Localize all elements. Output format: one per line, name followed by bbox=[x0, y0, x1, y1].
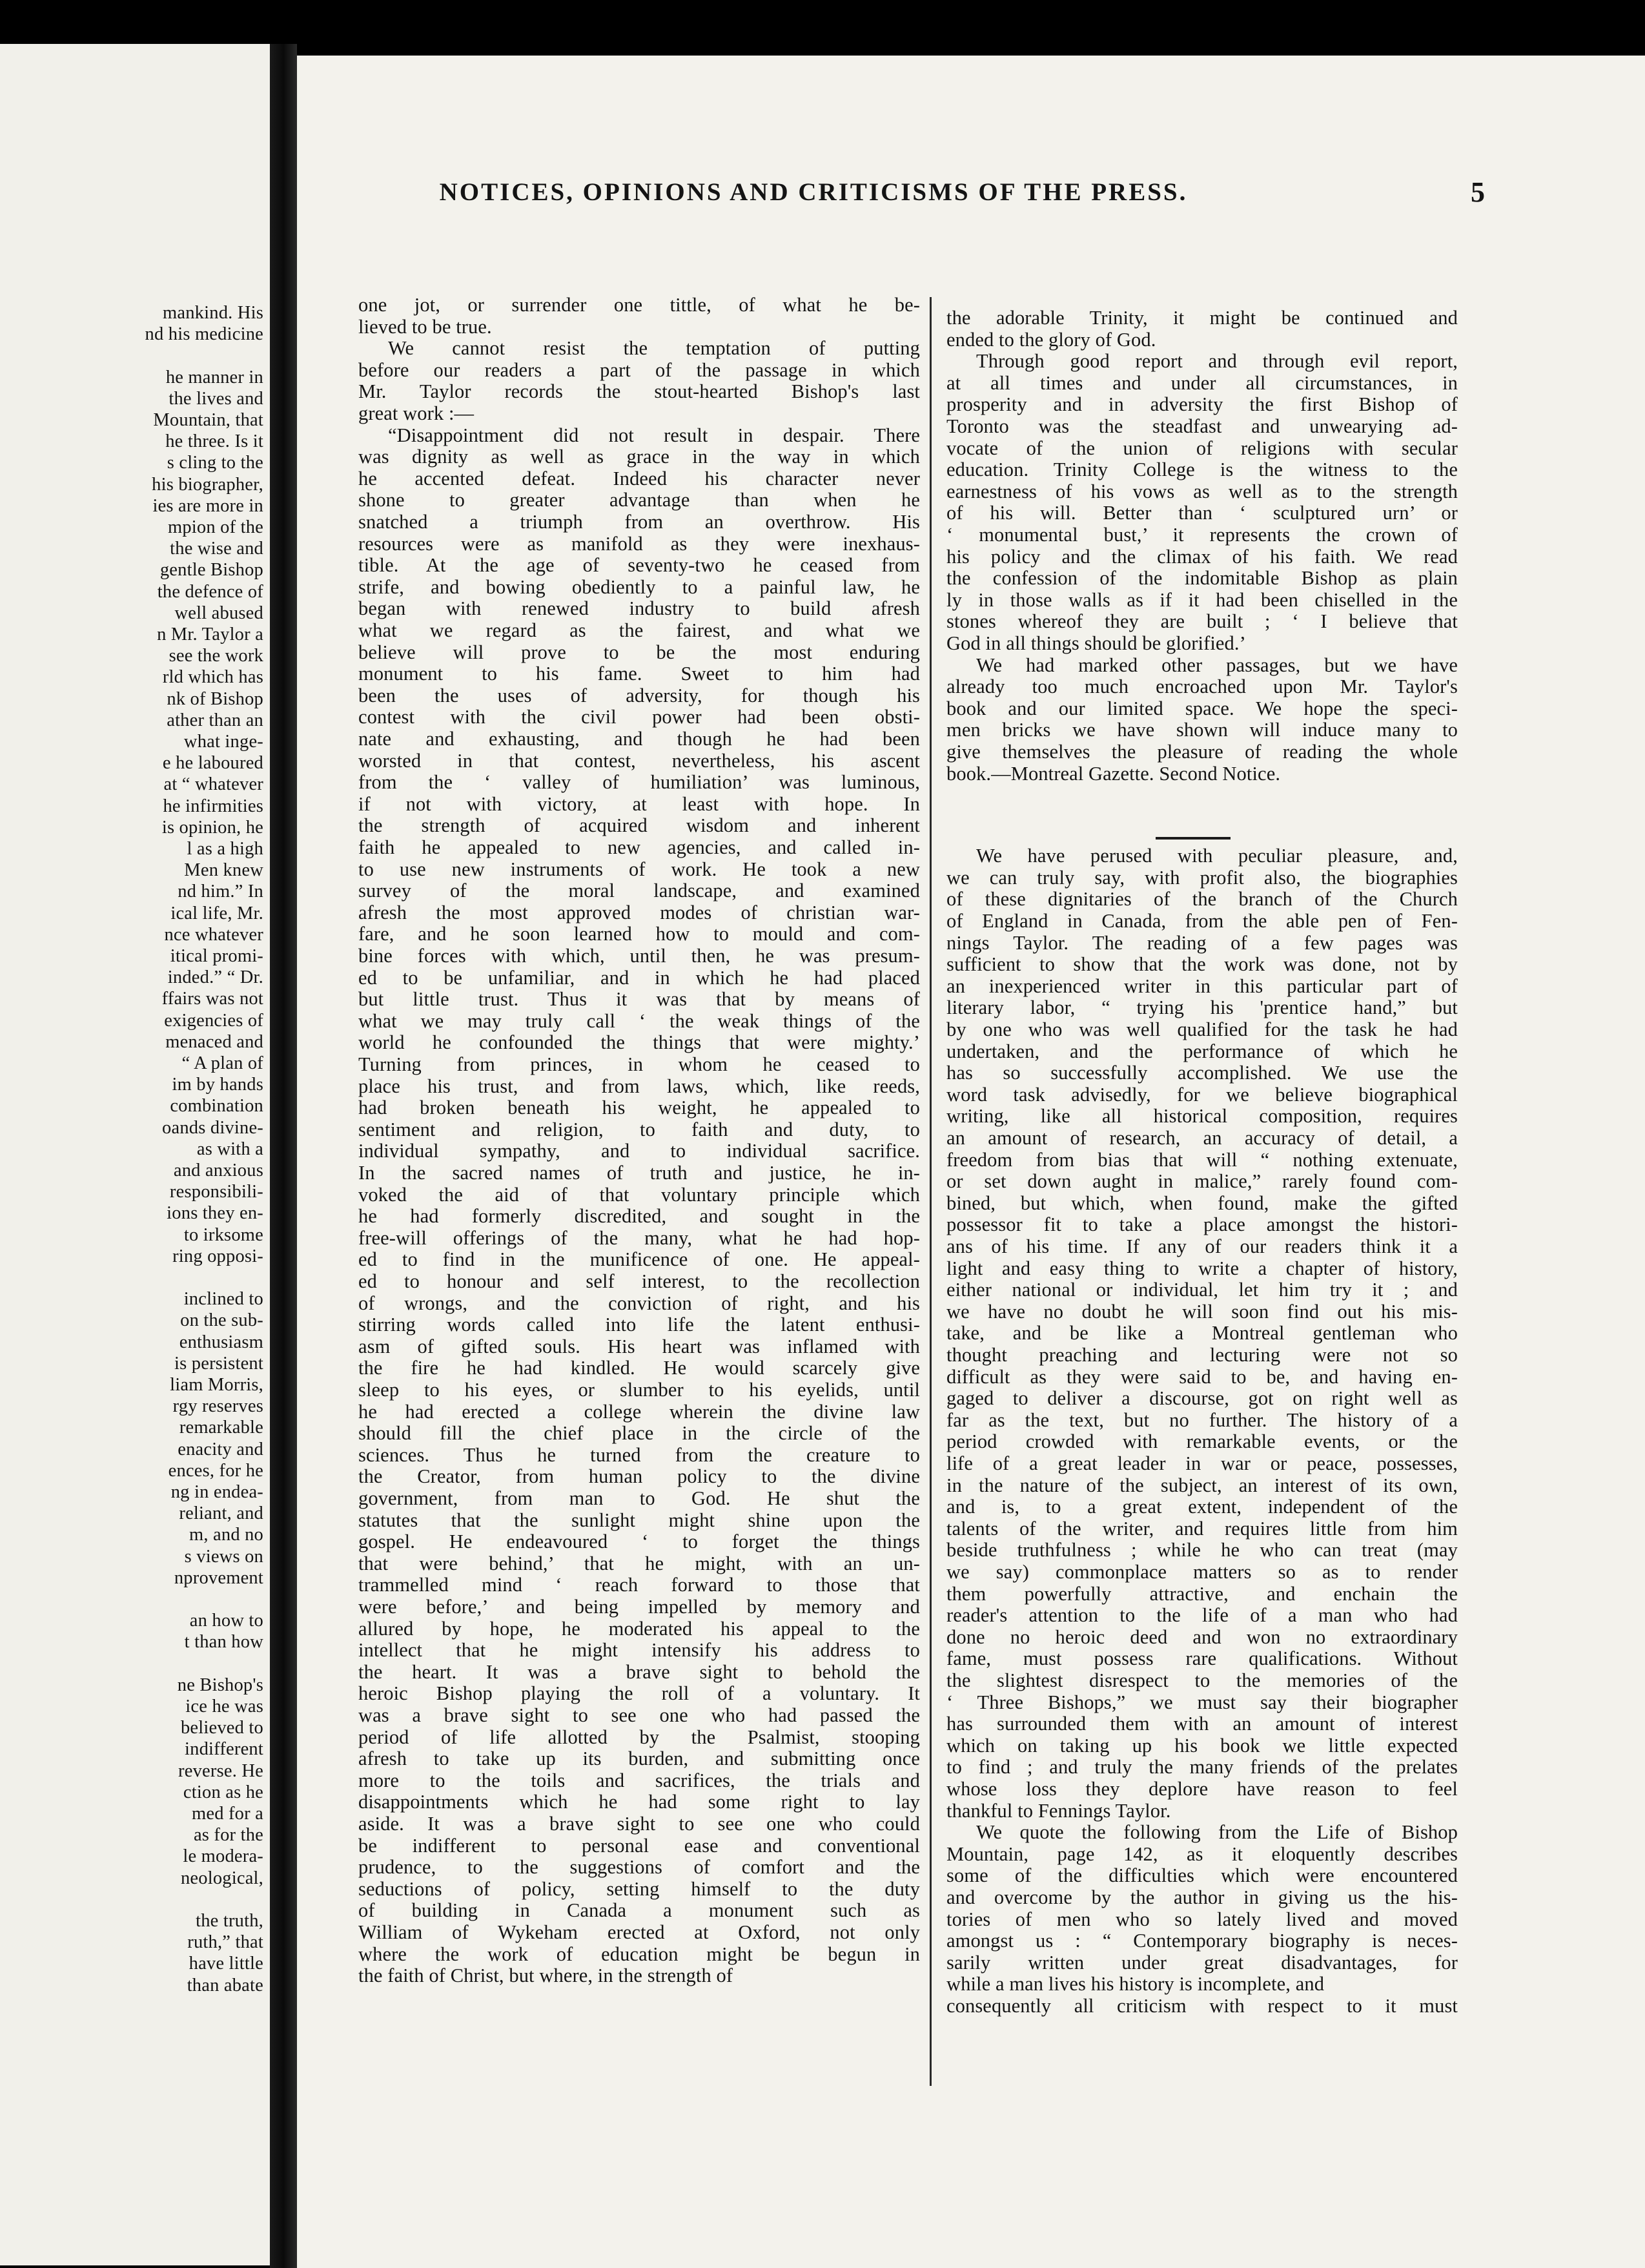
text-line: we have no doubt he will soon find out his mis- bbox=[946, 1300, 1458, 1323]
text-line: has surrounded them with an amount of interest bbox=[946, 1713, 1458, 1735]
text-line: was a brave sight to see one who had passed the bbox=[358, 1704, 920, 1726]
text-line: free-will offerings of the many, what he had hop- bbox=[358, 1226, 920, 1249]
text-line: fame, must possess rare qualifications. Without bbox=[946, 1647, 1458, 1670]
text-line: survey of the moral landscape, and examined bbox=[358, 880, 920, 902]
left-page-line: as for the bbox=[193, 1825, 263, 1846]
text-line: and is, to a great extent, independent of the bbox=[946, 1496, 1458, 1518]
text-line: strife, and bowing obediently to a painful law, he bbox=[358, 575, 920, 598]
left-page-line: gentle Bishop bbox=[159, 560, 263, 581]
text-line: while a man lives his history is incomplete, and bbox=[946, 1973, 1325, 1995]
text-line: of England in Canada, from the able pen of Fen- bbox=[946, 910, 1458, 932]
text-line: from the ‘ valley of humiliation’ was luminous, bbox=[358, 771, 920, 794]
text-line: We cannot resist the temptation of putting bbox=[388, 337, 920, 360]
text-line: stones whereof they are built ; ‘ I believe that bbox=[946, 610, 1458, 633]
text-line: what we regard as the fairest, and what we bbox=[358, 619, 920, 641]
left-page-line: ne Bishop's bbox=[177, 1675, 263, 1695]
text-line: and overcome by the author in giving us the his- bbox=[946, 1886, 1458, 1908]
text-line: Mountain, page 142, as it eloquently describes bbox=[946, 1842, 1458, 1865]
text-line: ‘ Three Bishops,” we must say their biographer bbox=[946, 1691, 1458, 1713]
text-line: we can truly say, with profit also, the biographies bbox=[946, 866, 1458, 889]
text-line: earnestness of his vows as well as to the strength bbox=[946, 480, 1458, 502]
left-page-line: l as a high bbox=[187, 839, 263, 859]
text-line: amongst us : “ Contemporary biography is neces- bbox=[946, 1930, 1458, 1952]
left-page-line: ring opposi- bbox=[172, 1246, 263, 1266]
left-page-line: ction as he bbox=[183, 1782, 263, 1802]
left-page-line: inded.” “ Dr. bbox=[167, 967, 263, 988]
text-line: prosperity and in adversity the first Bishop of bbox=[946, 393, 1458, 416]
text-line: more to the toils and sacrifices, the trials and bbox=[358, 1769, 920, 1791]
text-line: reader's attention to the life of a man who had bbox=[946, 1604, 1458, 1627]
text-line: stirring words called into life the latent enthusi- bbox=[358, 1314, 920, 1336]
text-line: fare, and he soon learned how to mould and com- bbox=[358, 923, 920, 945]
left-page-line: he three. Is it bbox=[165, 431, 263, 452]
text-line: has so successfully accomplished. We use the bbox=[946, 1062, 1458, 1084]
text-line: ed to find in the munificence of one. He appeal- bbox=[358, 1248, 920, 1271]
text-line: writing, like all historical composition, requires bbox=[946, 1105, 1458, 1128]
text-line: of his will. Better than ‘ sculptured urn’ or bbox=[946, 502, 1458, 524]
text-line: aside. It was a brave sight to see one who could bbox=[358, 1813, 920, 1835]
left-page-line: to irksome bbox=[183, 1224, 263, 1245]
left-page-line: as with a bbox=[196, 1139, 263, 1159]
text-line: began with renewed industry to build afresh bbox=[358, 597, 920, 620]
text-line: ed to be unfamiliar, and in which he had placed bbox=[358, 966, 920, 989]
left-page-line: nce whatever bbox=[164, 924, 263, 945]
left-page-line: believed to bbox=[180, 1718, 263, 1738]
text-line: bined, but which, when found, make the gifted bbox=[946, 1191, 1458, 1214]
text-line: he had erected a college wherein the divine law bbox=[358, 1400, 920, 1423]
left-page-line: im by hands bbox=[172, 1075, 263, 1095]
text-line: the Creator, from human policy to the divine bbox=[358, 1465, 920, 1488]
text-line: sarily written under great disadvantages, for bbox=[946, 1951, 1458, 1974]
text-line: beside truthfulness ; while he who can treat (may bbox=[946, 1539, 1458, 1562]
text-line: the confession of the indomitable Bishop as plain bbox=[946, 567, 1458, 590]
text-line: give themselves the pleasure of reading the whole bbox=[946, 741, 1458, 763]
text-line: In the sacred names of truth and justice, he in- bbox=[358, 1162, 920, 1184]
left-page-line: well abused bbox=[174, 603, 263, 623]
text-line: thankful to Fennings Taylor. bbox=[946, 1799, 1171, 1822]
text-line: Mr. Taylor records the stout-hearted Bishop's last bbox=[358, 380, 920, 403]
text-line: the adorable Trinity, it might be continued and bbox=[946, 307, 1458, 329]
text-line: snatched a triumph from an overthrow. His bbox=[358, 511, 920, 533]
text-line: prudence, to the suggestions of comfort and the bbox=[358, 1856, 920, 1879]
text-line: afresh to take up its burden, and submitting once bbox=[358, 1747, 920, 1770]
left-page-line: reverse. He bbox=[178, 1760, 263, 1781]
column-rule bbox=[930, 297, 932, 2086]
text-line: book.—Montreal Gazette. Second Notice. bbox=[946, 762, 1281, 785]
left-page-line: ies are more in bbox=[152, 495, 263, 516]
text-line: what we may truly call ‘ the weak things of the bbox=[358, 1009, 920, 1032]
text-line: possessor fit to take a place amongst the histori- bbox=[946, 1213, 1458, 1236]
text-line: nings Taylor. The reading of a few pages was bbox=[946, 931, 1458, 954]
left-page-line: he infirmities bbox=[163, 796, 263, 816]
page-number: 5 bbox=[1471, 176, 1485, 208]
left-page-line: ather than an bbox=[167, 710, 263, 730]
left-page-line: at “ whatever bbox=[163, 774, 263, 795]
text-line: but little trust. Thus it was that by means of bbox=[358, 988, 920, 1011]
text-line: his policy and the climax of his faith. We read bbox=[946, 545, 1458, 568]
text-line: bine forces with which, until then, he was presum- bbox=[358, 945, 920, 967]
text-line: before our readers a part of the passage in which bbox=[358, 358, 920, 381]
text-line: ly in those walls as if it had been chiselled in the bbox=[946, 588, 1458, 611]
left-page-line: ffairs was not bbox=[161, 989, 263, 1009]
left-page-line: ruth,” that bbox=[187, 1932, 263, 1953]
text-line: tible. At the age of seventy-two he ceased from bbox=[358, 554, 920, 577]
left-page-line: med for a bbox=[192, 1804, 263, 1824]
left-page-line: liam Morris, bbox=[170, 1375, 263, 1395]
text-line: monument to his fame. Sweet to him had bbox=[358, 663, 920, 685]
text-line: he accented defeat. Indeed his character never bbox=[358, 467, 920, 490]
left-page-line: ions they en- bbox=[167, 1203, 263, 1224]
left-page-line: mankind. His bbox=[163, 303, 263, 323]
text-line: been the uses of adversity, for though his bbox=[358, 684, 920, 706]
text-line: take, and be like a Montreal gentleman who bbox=[946, 1322, 1458, 1345]
text-line: word task advisedly, for we believe biographical bbox=[946, 1083, 1458, 1106]
text-line: statutes that the sunlight might shine upon the bbox=[358, 1509, 920, 1531]
text-line: literary labor, “ trying his 'prentice hand,” but bbox=[946, 996, 1458, 1019]
text-line: asm of gifted souls. His heart was inflamed with bbox=[358, 1335, 920, 1357]
left-page-line: mpion of the bbox=[167, 517, 263, 537]
left-page-line: exigencies of bbox=[164, 1010, 263, 1031]
text-line: at all times and under all circumstances, in bbox=[946, 371, 1458, 394]
text-line: Toronto was the steadfast and unwearying ad- bbox=[946, 415, 1458, 437]
left-page-line: remarkable bbox=[179, 1418, 263, 1438]
text-line: worsted in that contest, nevertheless, his ascent bbox=[358, 749, 920, 772]
left-page-line: enacity and bbox=[178, 1439, 263, 1459]
text-line: of wrongs, and the conviction of right, and his bbox=[358, 1292, 920, 1314]
text-line: world he confounded the things that were mighty.’ bbox=[358, 1031, 920, 1054]
left-page-line: neological, bbox=[180, 1868, 263, 1888]
left-page-line: the lives and bbox=[169, 388, 263, 409]
left-page-line: combination bbox=[170, 1096, 263, 1117]
left-page-line: on the sub- bbox=[180, 1310, 263, 1331]
text-line: one jot, or surrender one tittle, of what he be- bbox=[358, 294, 920, 316]
text-line: already too much encroached upon Mr. Taylor's bbox=[946, 675, 1458, 698]
text-line: ended to the glory of God. bbox=[946, 328, 1156, 351]
text-line: the strength of acquired wisdom and inherent bbox=[358, 814, 920, 837]
text-line: tories of men who so lately lived and moved bbox=[946, 1908, 1458, 1930]
left-page-line: is persistent bbox=[174, 1353, 263, 1374]
text-line: gospel. He endeavoured ‘ to forget the things bbox=[358, 1531, 920, 1553]
running-head bbox=[310, 173, 1485, 212]
text-line: far as the text, but no further. The history of a bbox=[946, 1408, 1458, 1431]
book-gutter bbox=[270, 44, 297, 2268]
text-line: vocate of the union of religions with secular bbox=[946, 437, 1458, 459]
left-page-line: inclined to bbox=[183, 1289, 263, 1310]
text-line: period of life allotted by the Psalmist, stooping bbox=[358, 1726, 920, 1748]
left-page-line: ng in endea- bbox=[170, 1482, 263, 1502]
text-line: should fill the chief place in the circle of the bbox=[358, 1422, 920, 1445]
text-line: had broken beneath his weight, he appealed to bbox=[358, 1097, 920, 1119]
left-page-line: s cling to the bbox=[167, 453, 263, 473]
left-page-line: ice he was bbox=[185, 1696, 263, 1716]
left-page-line: his biographer, bbox=[152, 474, 263, 495]
left-page-line: n Mr. Taylor a bbox=[157, 624, 263, 644]
text-line: individual sympathy, and to individual sacrifice. bbox=[358, 1140, 920, 1162]
text-line: thought preaching and lecturing were not so bbox=[946, 1344, 1458, 1366]
text-line: either national or individual, let him try it ; and bbox=[946, 1279, 1458, 1301]
left-page-line: enthusiasm bbox=[179, 1332, 263, 1352]
left-page-line: le modera- bbox=[183, 1846, 263, 1867]
text-line: place his trust, and from laws, which, like reeds, bbox=[358, 1075, 920, 1097]
left-page-line: nprovement bbox=[174, 1567, 263, 1588]
text-line: light and easy thing to write a chapter of history, bbox=[946, 1257, 1458, 1279]
text-line: book and our limited space. We hope the speci- bbox=[946, 697, 1458, 719]
text-line: an amount of research, an accuracy of detail, a bbox=[946, 1127, 1458, 1149]
text-line: trammelled mind ‘ reach forward to those that bbox=[358, 1574, 920, 1596]
left-page-line: menaced and bbox=[165, 1031, 263, 1052]
text-line: We quote the following from the Life of Bishop bbox=[976, 1821, 1458, 1844]
left-page-line: e he laboured bbox=[162, 753, 263, 774]
text-line: ans of his time. If any of our readers think it a bbox=[946, 1235, 1458, 1257]
left-page-line: s views on bbox=[184, 1546, 263, 1567]
text-line: or set down aught in malice,” rarely found com- bbox=[946, 1170, 1458, 1193]
text-line: of these dignitaries of the branch of the Church bbox=[946, 888, 1458, 911]
text-line: William of Wykeham erected at Oxford, not only bbox=[358, 1921, 920, 1943]
text-line: was dignity as well as grace in the way in which bbox=[358, 446, 920, 468]
left-page-line: than abate bbox=[187, 1975, 263, 1995]
text-line: them powerfully attractive, and enchain the bbox=[946, 1582, 1458, 1605]
left-page-line: oands divine- bbox=[162, 1117, 263, 1138]
text-line: that were behind,’ that he might, with an un- bbox=[358, 1552, 920, 1574]
text-line: We have perused with peculiar pleasure, and, bbox=[976, 845, 1458, 867]
left-page-line: t than how bbox=[184, 1632, 263, 1653]
left-page-line: an how to bbox=[189, 1611, 263, 1631]
text-line: sufficient to show that the work was done, not by bbox=[946, 953, 1458, 976]
text-line: sentiment and religion, to faith and duty, to bbox=[358, 1118, 920, 1140]
running-title: NOTICES, OPINIONS AND CRITICISMS OF THE PRESS. bbox=[439, 178, 1188, 206]
left-page-line: see the work bbox=[169, 646, 263, 666]
text-line: were before,’ and being impelled by memory and bbox=[358, 1596, 920, 1618]
left-page-line: ences, for he bbox=[168, 1460, 263, 1481]
text-line: sciences. Thus he turned from the creature to bbox=[358, 1443, 920, 1466]
left-page-line: nd him.” In bbox=[178, 881, 263, 902]
text-line: disappointments which he had some right to lay bbox=[358, 1791, 920, 1813]
left-page-line: what inge- bbox=[183, 732, 263, 752]
text-line: some of the difficulties which were encountered bbox=[946, 1864, 1458, 1887]
left-page-line: the defence of bbox=[157, 581, 263, 602]
text-line: the slightest disrespect to the memories of the bbox=[946, 1669, 1458, 1691]
left-page-line: have little bbox=[189, 1954, 263, 1974]
text-line: resources were as manifold as they were inexhaus- bbox=[358, 532, 920, 555]
text-line: Turning from princes, in whom he ceased to bbox=[358, 1053, 920, 1075]
text-line: faith he appealed to new agencies, and called in- bbox=[358, 836, 920, 858]
left-page-fragment bbox=[0, 44, 270, 2265]
text-line: shone to greater advantage than when he bbox=[358, 489, 920, 511]
text-line: life of a great leader in war or peace, possesses, bbox=[946, 1452, 1458, 1474]
text-line: voked the aid of that voluntary principle which bbox=[358, 1183, 920, 1206]
text-line: in the nature of the subject, an interest of its own, bbox=[946, 1474, 1458, 1496]
text-line: afresh the most approved modes of christian war- bbox=[358, 901, 920, 923]
section-divider bbox=[1156, 837, 1231, 840]
text-line: allured by hope, he moderated his appeal to the bbox=[358, 1617, 920, 1640]
text-line: which on taking up his book we little expected bbox=[946, 1734, 1458, 1757]
text-line: heroic Bishop playing the roll of a voluntary. It bbox=[358, 1682, 920, 1705]
text-line: an inexperienced writer in this particular part of bbox=[946, 974, 1458, 997]
left-page-line: rld which has bbox=[162, 667, 263, 688]
text-line: sleep to his eyes, or slumber to his eyelids, until bbox=[358, 1379, 920, 1401]
left-page-line: the wise and bbox=[170, 539, 263, 559]
left-page-line: Men knew bbox=[184, 860, 263, 881]
text-line: nate and exhausting, and though he had been bbox=[358, 728, 920, 750]
left-page-line: reliant, and bbox=[179, 1503, 263, 1524]
text-line: the faith of Christ, but where, in the strength of bbox=[358, 1964, 733, 1987]
text-line: the heart. It was a brave sight to behold the bbox=[358, 1660, 920, 1683]
left-page-line: he manner in bbox=[165, 367, 263, 387]
left-page-line: “ A plan of bbox=[181, 1053, 263, 1073]
text-line: contest with the civil power had been obsti- bbox=[358, 706, 920, 728]
text-line: he had formerly discredited, and sought in the bbox=[358, 1205, 920, 1228]
text-line: the fire he had kindled. He would scarcely give bbox=[358, 1357, 920, 1379]
text-line: if not with victory, at least with hope. In bbox=[358, 792, 920, 815]
text-line: government, from man to God. He shut the bbox=[358, 1487, 920, 1509]
text-line: God in all things should be glorified.’ bbox=[946, 632, 1246, 654]
text-line: be indifferent to personal ease and conventional bbox=[358, 1834, 920, 1857]
left-page-line: nk of Bishop bbox=[167, 688, 263, 709]
left-page-line: the truth, bbox=[196, 1911, 263, 1931]
text-line: undertaken, and the performance of which he bbox=[946, 1040, 1458, 1062]
text-line: believe will prove to be the most enduring bbox=[358, 641, 920, 663]
text-line: of building in Canada a monument such as bbox=[358, 1899, 920, 1922]
left-page-line: itical promi- bbox=[170, 946, 263, 966]
text-line: by one who was well qualified for the task he had bbox=[946, 1018, 1458, 1040]
text-line: ‘ monumental bust,’ it represents the crown of bbox=[946, 524, 1458, 546]
text-line: consequently all criticism with respect to it must bbox=[946, 1995, 1458, 2017]
left-page-line: responsibili- bbox=[169, 1182, 263, 1202]
text-line: intellect that he might intensify his address to bbox=[358, 1639, 920, 1662]
left-page-line: Mountain, that bbox=[153, 410, 263, 430]
text-line: We had marked other passages, but we have bbox=[976, 654, 1458, 676]
text-line: done no heroic deed and won no extraordinary bbox=[946, 1625, 1458, 1648]
text-line: freedom from bias that will “ nothing extenuate, bbox=[946, 1148, 1458, 1171]
left-page-line: indifferent bbox=[185, 1739, 263, 1760]
text-line: whose loss they deplore have reason to feel bbox=[946, 1778, 1458, 1800]
text-line: we say) commonplace matters so as to render bbox=[946, 1561, 1458, 1583]
left-page-line: m, and no bbox=[189, 1525, 263, 1545]
text-line: gaged to deliver a discourse, got on right well as bbox=[946, 1387, 1458, 1410]
left-page-line: and anxious bbox=[173, 1160, 263, 1180]
text-line: great work :— bbox=[358, 402, 475, 424]
text-line: education. Trinity College is the witness to the bbox=[946, 459, 1458, 481]
text-line: to find ; and truly the many friends of the prelates bbox=[946, 1756, 1458, 1778]
text-line: talents of the writer, and requires little from him bbox=[946, 1517, 1458, 1540]
text-line: period crowded with remarkable events, or the bbox=[946, 1430, 1458, 1453]
text-line: lieved to be true. bbox=[358, 315, 492, 338]
text-line: seductions of policy, setting himself to the duty bbox=[358, 1877, 920, 1900]
text-line: “Disappointment did not result in despair. There bbox=[388, 424, 920, 446]
left-page-line: rgy reserves bbox=[172, 1396, 263, 1417]
text-line: ed to honour and self interest, to the recollection bbox=[358, 1270, 920, 1292]
left-page-line: nd his medicine bbox=[145, 324, 263, 345]
text-line: Through good report and through evil report, bbox=[976, 350, 1458, 373]
text-line: to use new instruments of work. He took a new bbox=[358, 858, 920, 880]
left-page-line: ical life, Mr. bbox=[170, 903, 263, 923]
text-line: difficult as they were said to be, and having en- bbox=[946, 1365, 1458, 1388]
text-line: where the work of education might be begun in bbox=[358, 1943, 920, 1965]
text-line: men bricks we have shown will induce many to bbox=[946, 719, 1458, 741]
left-page-line: is opinion, he bbox=[161, 817, 263, 838]
